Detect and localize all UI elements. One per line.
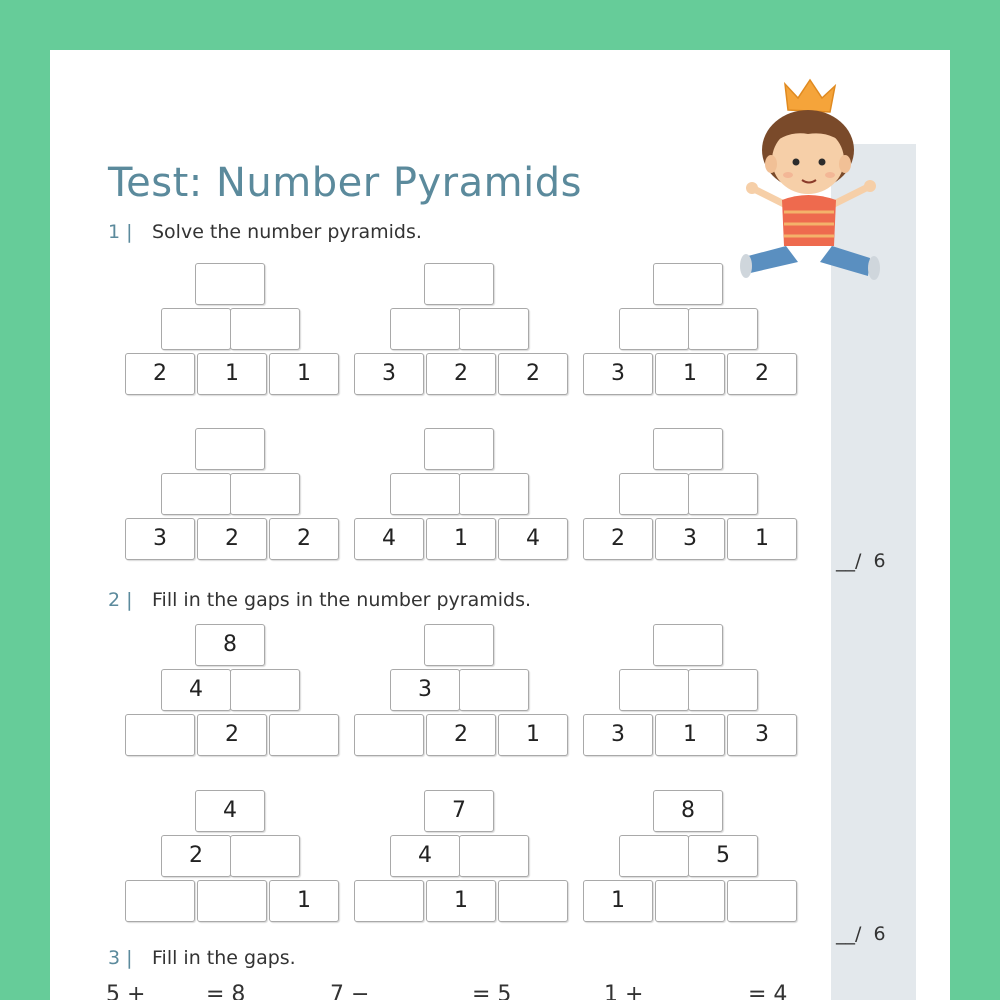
pyramid-number-box: 7: [424, 790, 494, 832]
pyramid-answer-box[interactable]: [161, 473, 231, 515]
number-pyramid: [354, 790, 568, 928]
pyramid-answer-box[interactable]: [230, 835, 300, 877]
pyramid-answer-box[interactable]: [727, 880, 797, 922]
section-3-number: 3 |: [108, 947, 133, 969]
pyramid-number-box: 1: [269, 353, 339, 395]
number-pyramid: [125, 624, 339, 762]
section-2-instruction: [108, 589, 531, 611]
pyramid-answer-box[interactable]: [424, 624, 494, 666]
pyramid-number-box: 2: [498, 353, 568, 395]
pyramid-answer-box[interactable]: [354, 880, 424, 922]
section-2-text: Fill in the gaps in the number pyramids.: [152, 589, 532, 611]
pyramid-number-box: 3: [390, 669, 460, 711]
score-section-2: __/ 6: [836, 923, 886, 945]
pyramid-answer-box[interactable]: [424, 263, 494, 305]
pyramid-answer-box[interactable]: [619, 473, 689, 515]
pyramid-answer-box[interactable]: [390, 308, 460, 350]
pyramid-number-box: 2: [125, 353, 195, 395]
pyramid-number-box: 3: [583, 714, 653, 756]
number-pyramid: [354, 428, 568, 566]
pyramid-number-box: 1: [269, 880, 339, 922]
pyramid-number-box: 1: [727, 518, 797, 560]
section-1-number: 1 |: [108, 221, 133, 243]
pyramid-answer-box[interactable]: [688, 308, 758, 350]
pyramid-number-box: 1: [197, 353, 267, 395]
pyramid-answer-box[interactable]: [125, 714, 195, 756]
section-3-instruction: [108, 947, 296, 969]
pyramid-answer-box[interactable]: [619, 669, 689, 711]
pyramid-number-box: 8: [653, 790, 723, 832]
pyramid-answer-box[interactable]: [688, 473, 758, 515]
pyramid-answer-box[interactable]: [459, 308, 529, 350]
pyramid-answer-box[interactable]: [619, 835, 689, 877]
pyramid-answer-box[interactable]: [653, 428, 723, 470]
pyramid-number-box: 3: [354, 353, 424, 395]
pyramid-number-box: 2: [269, 518, 339, 560]
section-2-number: 2 |: [108, 589, 133, 611]
equation-1-right: = 8: [206, 982, 246, 1000]
pyramid-answer-box[interactable]: [459, 669, 529, 711]
pyramid-number-box: 3: [727, 714, 797, 756]
pyramid-number-box: 2: [197, 714, 267, 756]
number-pyramid: [583, 263, 797, 401]
pyramid-number-box: 2: [426, 714, 496, 756]
pyramid-number-box: 5: [688, 835, 758, 877]
pyramid-answer-box[interactable]: [195, 428, 265, 470]
pyramid-number-box: 2: [161, 835, 231, 877]
pyramid-number-box: 1: [498, 714, 568, 756]
pyramid-answer-box[interactable]: [269, 714, 339, 756]
pyramid-answer-box[interactable]: [197, 880, 267, 922]
pyramid-answer-box[interactable]: [653, 263, 723, 305]
equation-3-right: = 4: [748, 982, 788, 1000]
pyramid-number-box: 4: [161, 669, 231, 711]
pyramid-answer-box[interactable]: [230, 669, 300, 711]
pyramid-number-box: 3: [125, 518, 195, 560]
number-pyramid: [583, 790, 797, 928]
pyramid-number-box: 1: [426, 518, 496, 560]
worksheet-page: [50, 50, 950, 1000]
pyramid-number-box: 1: [426, 880, 496, 922]
pyramid-answer-box[interactable]: [459, 473, 529, 515]
pyramid-number-box: 2: [426, 353, 496, 395]
equation-3-left: 1 +: [604, 982, 644, 1000]
pyramid-answer-box[interactable]: [161, 308, 231, 350]
pyramid-answer-box[interactable]: [655, 880, 725, 922]
pyramid-answer-box[interactable]: [688, 669, 758, 711]
pyramid-answer-box[interactable]: [619, 308, 689, 350]
pyramid-number-box: 3: [583, 353, 653, 395]
number-pyramid: [354, 624, 568, 762]
number-pyramid: [125, 263, 339, 401]
pyramid-number-box: 2: [583, 518, 653, 560]
pyramid-number-box: 4: [498, 518, 568, 560]
section-1-instruction: [108, 221, 422, 243]
number-pyramid: [583, 428, 797, 566]
pyramid-answer-box[interactable]: [195, 263, 265, 305]
pyramid-answer-box[interactable]: [390, 473, 460, 515]
pyramid-answer-box[interactable]: [125, 880, 195, 922]
section-1-text: Solve the number pyramids.: [152, 221, 422, 243]
number-pyramid: [125, 790, 339, 928]
pyramid-number-box: 4: [354, 518, 424, 560]
pyramid-number-box: 1: [583, 880, 653, 922]
pyramid-answer-box[interactable]: [230, 473, 300, 515]
number-pyramid: [583, 624, 797, 762]
pyramid-number-box: 8: [195, 624, 265, 666]
pyramid-answer-box[interactable]: [498, 880, 568, 922]
equation-2-left: 7 −: [330, 982, 370, 1000]
pyramid-number-box: 3: [655, 518, 725, 560]
pyramid-answer-box[interactable]: [230, 308, 300, 350]
equation-1-left: 5 +: [106, 982, 146, 1000]
pyramid-answer-box[interactable]: [653, 624, 723, 666]
pyramid-number-box: 2: [727, 353, 797, 395]
boy-illustration: [738, 78, 888, 288]
pyramid-number-box: 4: [390, 835, 460, 877]
pyramid-number-box: 4: [195, 790, 265, 832]
pyramid-number-box: 2: [197, 518, 267, 560]
section-3-text: Fill in the gaps.: [152, 947, 296, 969]
pyramid-answer-box[interactable]: [354, 714, 424, 756]
pyramid-answer-box[interactable]: [424, 428, 494, 470]
number-pyramid: [125, 428, 339, 566]
number-pyramid: [354, 263, 568, 401]
page-title: Test: Number Pyramids: [108, 160, 582, 206]
pyramid-number-box: 1: [655, 714, 725, 756]
pyramid-number-box: 1: [655, 353, 725, 395]
score-section-1: __/ 6: [836, 550, 886, 572]
pyramid-answer-box[interactable]: [459, 835, 529, 877]
equation-2-right: = 5: [472, 982, 512, 1000]
